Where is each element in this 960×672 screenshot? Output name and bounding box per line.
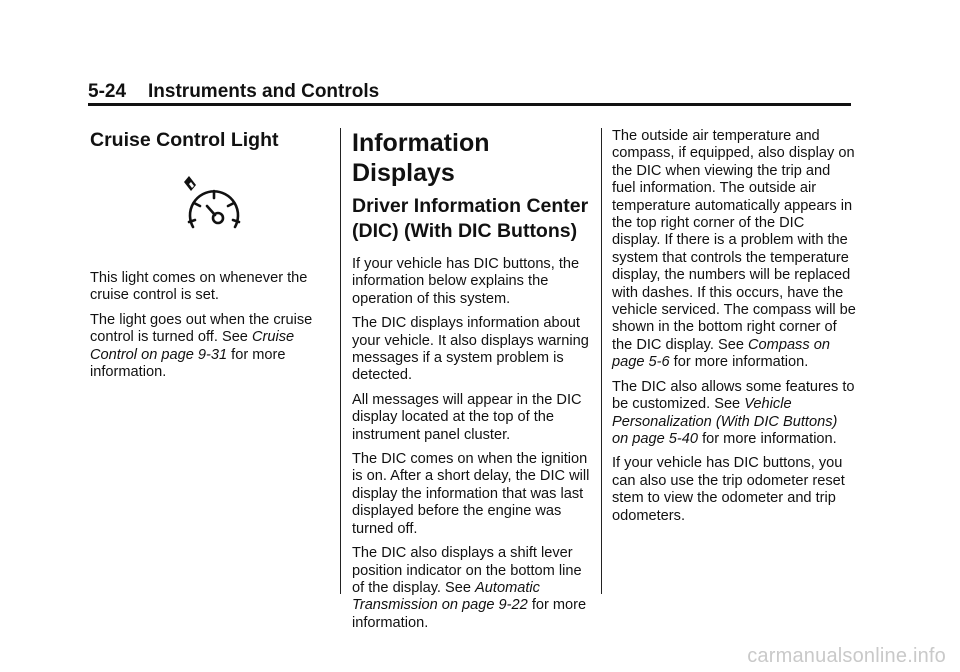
dic-paragraph-5-lead: The DIC also displays a shift lever position indicator on the bottom line of the display. See [352,545,582,596]
right-paragraph-3: If your vehicle has DIC buttons, you can also use the trip odometer reset stem to view the odometer and trip odometers. [612,455,845,524]
cruise-icon-area [90,176,336,256]
cruise-paragraph-1: This light comes on whenever the cruise control is set. [90,270,308,304]
page-number: 5-24 [88,81,127,102]
cruise-control-heading: Cruise Control Light [90,129,279,151]
cruise-control-speedometer-icon [182,176,246,240]
right-paragraph-2-lead: The DIC also allows some features to be customized. See [612,378,855,413]
right-column [612,128,856,532]
dic-paragraph-5 [352,545,592,632]
dic-paragraph-2: The DIC displays information about your vehicle. It also displays warning messages if a system problem is detected. [352,315,589,384]
cruise-paragraph-2-lead: The light goes out when the cruise control is turned off. See [90,311,313,346]
section-title: Instruments and Controls [148,81,380,102]
right-paragraph-1 [612,128,856,372]
column-divider-right [601,128,602,594]
watermark: carmanualsonline.info [747,645,946,667]
middle-column [352,128,592,639]
left-column [90,128,330,388]
vehicle-personalization-page-ref[interactable]: Vehicle Personalization (With DIC Buttons) on page 5-40 [612,396,838,447]
cruise-paragraph-2 [90,312,330,382]
column-divider-left [340,128,341,594]
right-paragraph-1-tail: for more information. [669,354,809,371]
right-paragraph-2-tail: for more information. [698,430,837,447]
information-displays-heading: Information Displays [352,129,490,187]
right-paragraph-1-lead: The outside air temperature and compass, if equipped, also display on the DIC when viewing the trip and fuel information. The outside air temperature automatically appears in the top right corner of the DIC display. If there is a problem with the system that controls the temperature display, the numbers will be replaced with dashes. If this occurs, have the vehicle serviced. The compass will be shown in the bottom right corner of the DIC display. See [612,128,856,353]
dic-paragraph-1: If your vehicle has DIC buttons, the information below explains the operation of this system. [352,256,580,307]
cruise-control-page-ref[interactable]: Cruise Control on page 9-31 [90,329,295,363]
automatic-transmission-page-ref[interactable]: Automatic Transmission on page 9-22 [352,579,540,614]
page-header [88,80,379,104]
right-paragraph-2 [612,379,856,449]
compass-page-ref[interactable]: Compass on page 5-6 [612,336,830,371]
header-rule [88,103,851,106]
dic-paragraph-3: All messages will appear in the DIC display located at the top of the instrument panel cluster. [352,391,582,443]
dic-subheading: Driver Information Center (DIC) (With DIC Buttons) [352,195,589,242]
cruise-paragraph-2-tail: for more information. [90,346,286,381]
dic-paragraph-5-tail: for more information. [352,597,587,631]
dic-paragraph-4: The DIC comes on when the ignition is on. After a short delay, the DIC will display the information that was last displayed before the engine was turned off. [352,451,590,537]
